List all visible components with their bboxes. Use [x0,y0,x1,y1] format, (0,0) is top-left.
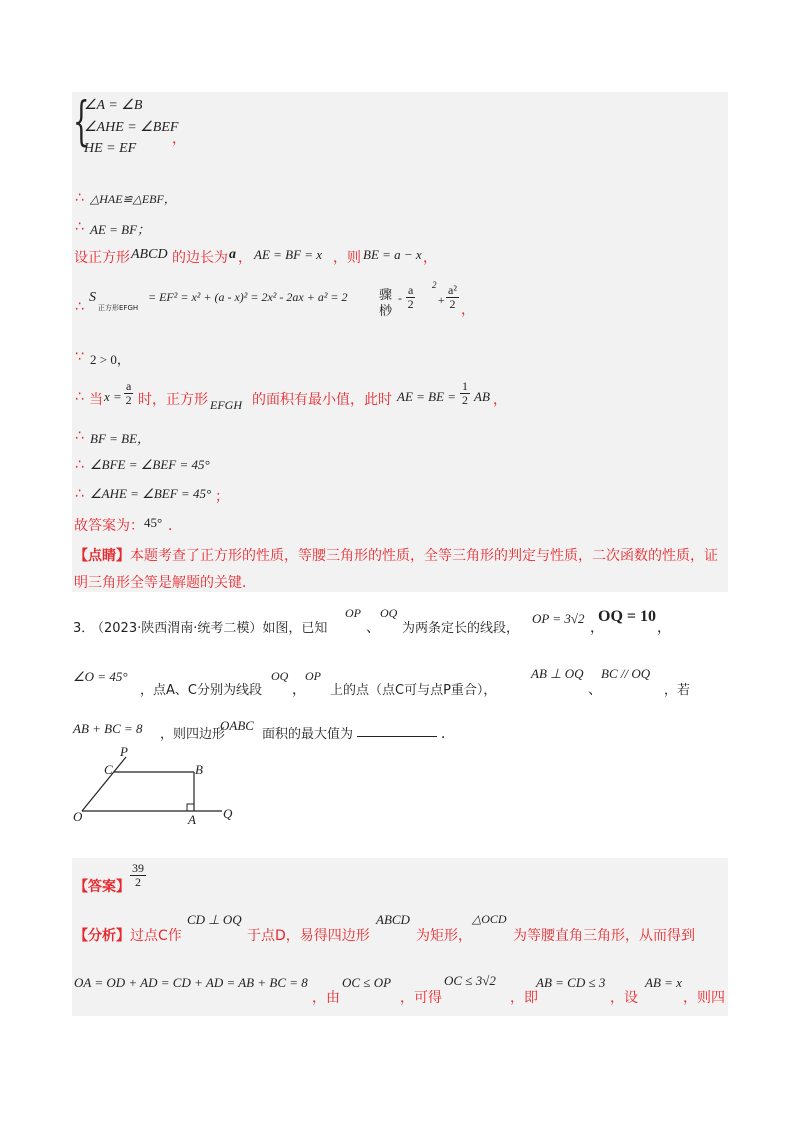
note-text-1: 本题考查了正方形的性质，等腰三角形的性质，全等三角形的判定与性质，二次函数的性质，证 [130,548,718,564]
analysis-text-4: 为等腰直角三角形，从而得到 [513,928,695,944]
question-para: BC // OQ [601,666,651,681]
question-number: 3． [73,621,95,636]
therefore-6: ∴ [75,457,84,473]
question-text-3: 上的点（点C可与点P重合）， [330,683,497,698]
question-perp: AB ⊥ OQ [531,666,584,681]
when-frac2-num: 1 [462,379,468,393]
when-frac2-den: 2 [462,393,468,407]
answer-label: 故答案为： [74,518,144,534]
note-text-2: 明三角形全等是解题的关键． [74,575,256,591]
line-set-text-3: ， [238,250,252,266]
when-x: x = [104,389,122,404]
when-ab: AB [474,389,490,404]
line-ahe-end: ； [215,489,229,505]
note-tag: 【点睛】 [74,548,130,564]
label-q: Q [223,806,233,821]
area-square: 2 [432,280,437,290]
therefore-1: ∴ [75,190,84,206]
question-op: OP [345,606,361,620]
system-line-1: ∠A = ∠B [84,98,143,113]
question-oq: OQ [380,606,398,620]
analysis-text-9: ，则四 [683,990,725,1006]
area-frac-a-2 [406,284,415,311]
area-frac2-den: 2 [449,297,456,311]
therefore-7: ∴ [75,486,84,502]
question-comma-2: ， [657,620,671,636]
question-text-2: ，点A、C分别为线段 [140,683,262,698]
line-ahe: ∠AHE = ∠BEF = 45° [90,486,212,501]
area-dash: - [398,291,402,305]
question-oq-eq: OQ = 10 [598,608,657,625]
analysis-text-5: ，由 [312,990,340,1006]
analysis-tag: 【分析】 [74,928,130,944]
answer-fraction-den: 2 [135,875,141,889]
therefore-3: ∴ [75,299,84,315]
question-comma-3: ， [292,682,306,698]
analysis-text-3: 为矩形， [416,928,472,944]
answer-blank[interactable] [357,724,437,737]
line-bf-be: BF = BE， [90,431,151,446]
line-set-text-5: ， [423,250,437,266]
question-end: ． [441,726,455,742]
area-frac-a2-2 [446,284,459,311]
question-text-1: 为两条定长的线段， [402,621,520,636]
label-p: P [120,744,128,759]
label-a: A [188,812,196,827]
question-op-eq: OP = 3√2 [532,611,585,626]
when-frac-den: 2 [125,393,132,407]
question-sum: AB + BC = 8 [73,721,143,736]
label-b: B [195,762,203,777]
when-efgh: EFGH [210,398,242,412]
when-end: ， [493,392,507,408]
area-plus: + [437,293,446,307]
question-comma-1: ， [590,620,604,636]
question-op-2: OP [305,669,321,683]
question-text-5: ，则四边形 [160,727,226,742]
analysis-ab: AB = CD ≤ 3 [536,975,606,990]
question-angle: ∠O = 45° [73,669,128,684]
question-sep-2: 、 [588,682,602,698]
label-c: C [104,762,113,777]
question-oabc: OABC [220,718,254,733]
line-set-math-2: BE = a − x [363,247,422,262]
area-frac-num: a [408,283,414,297]
line-set-text-2: 的边长为 [172,250,228,266]
line-gt: 2 > 0， [90,352,130,367]
when-text-1: 当 [89,392,103,408]
line-ae-bf: AE = BF； [90,222,151,237]
analysis-text-6: ，可得 [400,990,442,1006]
area-garble-1: 骤 [379,288,393,303]
line-set-abcd: ABCD [131,247,168,262]
question-source: （2023·陕西渭南·统考二模）如图，已知 [91,621,328,636]
system-line-2: ∠AHE = ∠BEF [84,120,179,135]
analysis-eq: OA = OD + AD = CD + AD = AB + BC = 8 [74,975,308,990]
area-expression: = EF² = x² + (a - x)² = 2x² - 2ax + a² = 2 [148,290,348,304]
because-1: ∵ [75,349,84,365]
system-line-3: HE = EF [84,141,137,156]
therefore-5: ∴ [75,428,84,444]
when-text-2: 时，正方形 [138,392,208,408]
area-frac-den: 2 [407,297,414,311]
label-o: O [73,809,83,824]
when-text-3: 的面积有最小值，此时 [252,392,392,408]
analysis-text-7: ，即 [510,990,538,1006]
therefore-2: ∴ [75,219,84,235]
line-set-text-1: 设正方形 [74,250,130,266]
analysis-text-2: 于点D，易得四边形 [247,928,370,944]
line-set-math: AE = BF = x [254,247,323,262]
when-frac-2 [460,380,470,407]
area-frac2-num: a² [448,283,457,297]
when-math: AE = BE = [397,389,457,404]
analysis-text-1: 过点C作 [130,928,182,944]
line-set-text-4: ，则 [333,250,361,266]
question-oq-2: OQ [271,669,289,683]
analysis-text-8: ，设 [610,990,638,1006]
area-s: S [89,290,96,305]
therefore-4: ∴ [75,389,84,405]
answer-end: ． [168,518,182,534]
answer-tag: 【答案】 [74,879,130,895]
line-set-a: a [229,247,236,262]
area-subscript: 正方形EFGH [98,304,139,312]
left-brace: { [73,92,90,152]
system-end: ， [172,131,186,147]
analysis-abcd: ABCD [376,912,410,927]
answer-value: 45° [144,515,163,530]
right-angle-mark [187,804,194,811]
analysis-oc: OC ≤ OP [342,975,392,990]
when-frac [124,380,133,407]
answer-fraction-num: 39 [132,861,144,875]
area-garble-2: 桫 [379,304,393,319]
trapezoid-figure [60,740,260,840]
analysis-oc-2: OC ≤ 3√2 [444,973,496,988]
question-sep: 、 [366,620,380,636]
question-text-6: 面积的最大值为 [262,727,354,742]
analysis-ocd: △OCD [472,912,507,926]
line-congruent: △HAE≌△EBF， [90,192,176,206]
answer-fraction [130,862,146,889]
question-text-4: ，若 [664,683,691,698]
analysis-cd: CD ⊥ OQ [187,912,242,927]
line-bfe: ∠BFE = ∠BEF = 45° [90,457,210,472]
analysis-abx: AB = x [645,975,682,990]
area-end: ， [461,302,475,318]
when-frac-num: a [126,379,132,393]
